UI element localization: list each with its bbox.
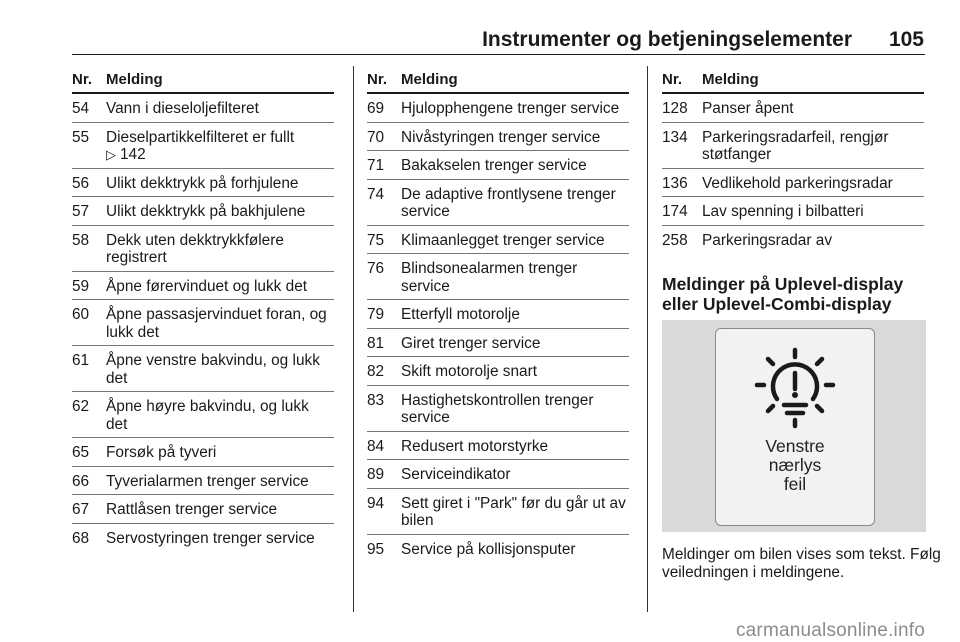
row-msg: Lav spenning i bilbatteri xyxy=(702,203,864,220)
table-row xyxy=(72,272,334,301)
page-reference-link[interactable]: 142 xyxy=(120,146,146,163)
display-line: feil xyxy=(783,474,807,494)
table-row xyxy=(72,495,334,524)
col-msg-header: Melding xyxy=(401,70,458,88)
bulb-warning-icon xyxy=(754,347,836,429)
row-nr: 128 xyxy=(662,100,688,117)
table-row xyxy=(662,226,924,254)
message-table-col-2 xyxy=(367,66,629,562)
table-row xyxy=(72,467,334,496)
table-row xyxy=(662,94,924,123)
display-line: nærlys xyxy=(768,455,822,475)
row-msg: Forsøk på tyveri xyxy=(106,444,217,461)
table-row xyxy=(367,180,629,226)
row-nr: 79 xyxy=(367,306,385,323)
arrow-right-icon: ▷ xyxy=(106,147,116,162)
row-nr: 89 xyxy=(367,466,385,483)
row-nr: 59 xyxy=(72,277,90,295)
row-msg: Parkeringsradarfeil, rengjør støtfanger xyxy=(702,128,889,163)
row-msg: Bakakselen trenger service xyxy=(401,157,587,174)
row-msg: Service på kollisjonsputer xyxy=(401,540,576,558)
col-msg-header: Melding xyxy=(702,70,759,88)
row-nr: 56 xyxy=(72,174,90,192)
row-msg: Rattlåsen trenger service xyxy=(106,501,278,518)
col-nr-header: Nr. xyxy=(662,70,683,88)
table-row xyxy=(367,386,629,432)
row-nr: 66 xyxy=(72,472,90,490)
row-nr: 75 xyxy=(367,231,385,249)
column-divider xyxy=(647,66,648,612)
row-nr: 95 xyxy=(367,540,385,558)
row-msg: Vann i dieseloljefilteret xyxy=(106,100,259,117)
table-row xyxy=(367,460,629,489)
table-row xyxy=(72,123,334,169)
header-rule xyxy=(72,54,925,55)
table-row xyxy=(72,300,334,346)
table-header xyxy=(72,66,334,94)
table-row xyxy=(72,226,334,272)
page-header xyxy=(0,0,960,60)
table-row xyxy=(72,169,334,198)
row-msg: Ulikt dekktrykk på bakhjulene xyxy=(106,203,306,220)
row-msg: Serviceindikator xyxy=(401,466,511,483)
row-msg: Hjulopphengene trenger service xyxy=(401,100,620,117)
row-msg: Klimaanlegget trenger service xyxy=(401,231,605,249)
table-row xyxy=(367,489,629,535)
row-msg: Sett giret i "Park" før du går ut av bilen xyxy=(401,494,626,529)
row-nr: 62 xyxy=(72,398,90,415)
row-nr: 83 xyxy=(367,391,385,409)
display-message xyxy=(716,437,874,494)
column-divider xyxy=(353,66,354,612)
row-nr: 54 xyxy=(72,100,90,117)
table-row xyxy=(72,94,334,123)
row-nr: 94 xyxy=(367,494,385,512)
message-table-col-1 xyxy=(72,66,334,551)
row-nr: 82 xyxy=(367,363,385,380)
row-msg: Servostyringen trenger service xyxy=(106,529,315,547)
row-nr: 65 xyxy=(72,444,90,461)
table-row xyxy=(367,123,629,152)
table-row xyxy=(72,346,334,392)
row-msg: Panser åpent xyxy=(702,100,794,117)
table-row xyxy=(367,254,629,300)
row-msg: Blindsonealarmen trenger service xyxy=(401,260,578,295)
table-row xyxy=(72,524,334,552)
table-row xyxy=(367,329,629,358)
table-row xyxy=(367,357,629,386)
col-nr-header: Nr. xyxy=(72,70,93,88)
table-row xyxy=(367,94,629,123)
display-screen xyxy=(715,328,875,526)
row-nr: 84 xyxy=(367,437,385,455)
row-nr: 68 xyxy=(72,529,90,547)
row-nr: 258 xyxy=(662,231,688,249)
row-nr: 69 xyxy=(367,100,385,117)
page-number: 105 xyxy=(888,28,924,51)
row-msg: Redusert motorstyrke xyxy=(401,437,549,455)
row-nr: 136 xyxy=(662,174,688,192)
row-msg: Skift motorolje snart xyxy=(401,363,537,380)
table-row xyxy=(367,432,629,461)
table-row xyxy=(662,123,924,169)
section-body-text: Meldinger om bilen vises som tekst. Følg veiledningen i meldingene. xyxy=(662,546,941,581)
row-msg: Parkeringsradar av xyxy=(702,231,833,249)
row-nr: 71 xyxy=(367,157,385,174)
page-title: Instrumenter og betjeningselementer xyxy=(482,28,852,51)
display-line: Venstre xyxy=(765,436,825,456)
uplevel-display-illustration xyxy=(662,320,926,532)
row-nr: 81 xyxy=(367,334,385,352)
table-header xyxy=(367,66,629,94)
row-nr: 76 xyxy=(367,260,385,277)
row-nr: 60 xyxy=(72,306,90,323)
row-msg: Dekk uten dekktrykkfølere registrert xyxy=(106,231,284,266)
row-msg: Åpne venstre bakvindu, og lukk det xyxy=(106,352,320,387)
row-nr: 74 xyxy=(367,185,385,203)
row-nr: 57 xyxy=(72,203,90,220)
table-header xyxy=(662,66,924,94)
row-nr: 70 xyxy=(367,128,385,146)
table-row xyxy=(662,197,924,226)
row-msg: Åpne førervinduet og lukk det xyxy=(106,277,308,295)
col-nr-header: Nr. xyxy=(367,70,388,88)
table-row xyxy=(367,300,629,329)
row-msg: Tyverialarmen trenger service xyxy=(106,472,309,490)
message-table-col-3 xyxy=(662,66,924,253)
row-nr: 67 xyxy=(72,501,90,518)
row-nr: 134 xyxy=(662,128,688,146)
row-msg: De adaptive frontlysene trenger service xyxy=(401,185,616,220)
row-nr: 61 xyxy=(72,352,90,369)
table-row xyxy=(662,169,924,198)
row-msg: Åpne høyre bakvindu, og lukk det xyxy=(106,398,309,433)
row-msg: Ulikt dekktrykk på forhjulene xyxy=(106,174,299,192)
col-msg-header: Melding xyxy=(106,70,163,88)
section-title: Meldinger på Uplevel-display eller Uplevel-Combi-display xyxy=(662,274,904,314)
table-row xyxy=(72,392,334,438)
table-row xyxy=(367,535,629,563)
row-msg: Dieselpartikkelfilteret er fullt xyxy=(106,128,295,146)
row-msg: Åpne passasjervinduet foran, og lukk det xyxy=(106,306,327,341)
table-row xyxy=(72,438,334,467)
row-msg: Hastighetskontrollen trenger service xyxy=(401,391,594,426)
row-msg: Nivåstyringen trenger service xyxy=(401,128,601,146)
row-msg: Etterfyll motorolje xyxy=(401,306,520,323)
watermark: carmanualsonline.info xyxy=(735,620,925,641)
row-msg: Giret trenger service xyxy=(401,334,541,352)
row-nr: 174 xyxy=(662,203,688,220)
table-row xyxy=(367,151,629,180)
table-row xyxy=(367,226,629,255)
row-msg: Vedlikehold parkeringsradar xyxy=(702,174,893,192)
row-nr: 58 xyxy=(72,231,90,249)
row-nr: 55 xyxy=(72,128,90,146)
table-row xyxy=(72,197,334,226)
